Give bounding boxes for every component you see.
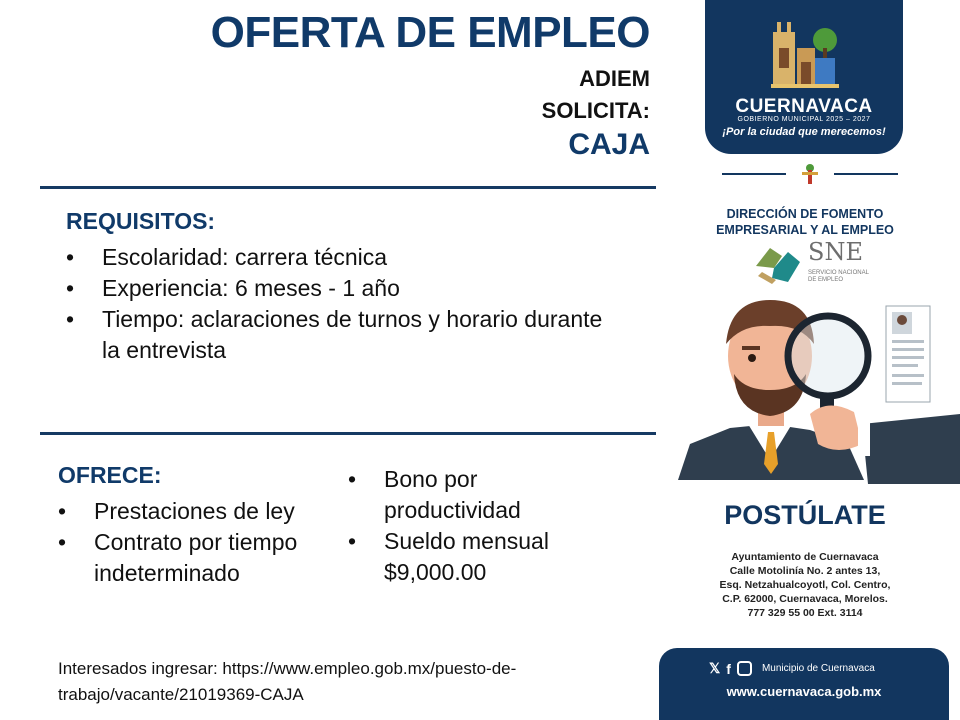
ornament-divider [722,162,898,186]
city-name: CUERNAVACA [735,96,873,117]
list-item: • Experiencia: 6 meses - 1 año [66,275,400,301]
sne-logo-text: SNE [808,238,863,266]
facebook-icon[interactable]: f [726,660,731,677]
company-name: ADIEM [579,66,650,91]
gov-period: GOBIERNO MUNICIPAL 2025 – 2027 [737,116,871,123]
handshake-icon [752,238,804,288]
position-title: CAJA [568,128,650,161]
cathedral-logo-icon [769,18,841,92]
social-handle: Municipio de Cuernavaca [761,663,875,674]
divider-middle [40,432,656,435]
list-item: • Tiempo: aclaraciones de turnos y horario durante la entrevista [66,306,603,363]
website-link[interactable]: www.cuernavaca.gob.mx [726,684,882,699]
cuernavaca-badge [705,0,903,154]
apply-cta: POSTÚLATE [724,500,886,530]
social-row [709,660,875,677]
list-item: • Sueldo mensual $9,000.00 [348,528,549,585]
requisitos-list [66,242,626,366]
address-block: Ayuntamiento de Cuernavaca Calle Motolinía No. 2 antes 13, Esq. Netzahualcoyotl, Col. Centro, C.P. 62000, Cuernavaca, Morelos. 777 329 55 00 Ext. 3114 [719,551,891,619]
instagram-icon[interactable] [737,661,752,676]
sne-subtitle: SERVICIO NACIONAL DE EMPLEO [808,270,869,283]
resume-icon [886,306,930,402]
x-icon[interactable]: 𝕏 [709,660,721,676]
list-item: • Escolaridad: carrera técnica [66,244,388,270]
contact-bar [659,648,949,720]
direccion-label: DIRECCIÓN DE FOMENTO EMPRESARIAL Y AL EMPLEO [716,207,894,237]
ofrece-list-right [348,464,588,588]
solicita-label: SOLICITA: [541,98,650,123]
divider-top [40,186,656,189]
list-item: • Contrato por tiempo indeterminado [58,529,298,586]
list-item: • Bono por productividad [348,466,521,523]
ofrece-list-left [58,496,340,589]
application-link[interactable]: Interesados ingresar: https://www.empleo.gob.mx/puesto-de-trabajo/vacante/21019369-CAJA [58,659,517,704]
requisitos-heading: REQUISITOS: [66,208,216,234]
page-title: OFERTA DE EMPLEO [210,8,650,57]
ofrece-heading: OFRECE: [58,462,162,488]
slogan: ¡Por la ciudad que merecemos! [722,126,886,138]
list-item: • Prestaciones de ley [58,498,295,524]
recruiter-illustration [678,294,960,484]
